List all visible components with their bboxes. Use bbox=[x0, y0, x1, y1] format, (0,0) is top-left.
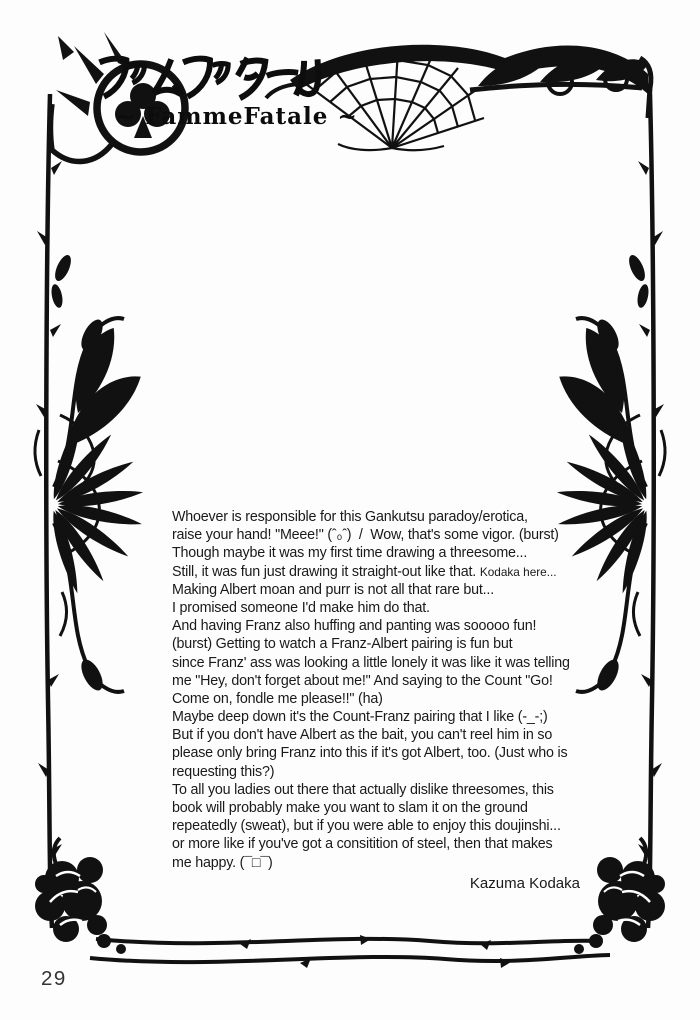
text-line: But if you don't have Albert as the bait, you can't reel him in so bbox=[172, 727, 553, 744]
text-line: To all you ladies out there that actually dislike threesomes, this bbox=[172, 781, 554, 798]
text-line: Though maybe it was my first time drawing a threesome... bbox=[172, 545, 528, 562]
text-line: (burst) Getting to watch a Franz-Albert pairing is fun but bbox=[172, 636, 513, 653]
text-line bbox=[172, 563, 570, 581]
text-line: me "Hey, don't forget about me!" And saying to the Count "Go! bbox=[172, 672, 553, 689]
text-line: please only bring Franz into this if it's got Albert, too. (Just who is bbox=[172, 745, 568, 762]
text-line: since Franz' ass was looking a little lonely it was like it was telling bbox=[172, 654, 570, 671]
text-line: repeatedly (sweat), but if you were able to enjoy this doujinshi... bbox=[172, 818, 561, 835]
text-line: Come on, fondle me please!!" (ha) bbox=[172, 690, 383, 707]
text-line: book will probably make you want to slam it on the ground bbox=[172, 800, 528, 816]
page-number: 29 bbox=[41, 967, 67, 990]
kodaka-note: Kodaka here... bbox=[479, 564, 557, 579]
title-katakana bbox=[98, 46, 322, 110]
text-line-main: Still, it was fun just drawing it straight-out like that. bbox=[172, 563, 480, 580]
bottom-thorn-line bbox=[90, 935, 610, 968]
author-signature: Kazuma Kodaka bbox=[469, 875, 580, 892]
text-line: And having Franz also huffing and panting was sooooo fun! bbox=[172, 618, 537, 635]
text-line: I promised someone I'd make him do that. bbox=[172, 599, 430, 616]
floral-motif-left-icon bbox=[48, 316, 154, 694]
text-line: Whoever is responsible for this Gankutsu paradoy/erotica, bbox=[172, 509, 528, 525]
text-line: Making Albert moan and purr is not all that rare but... bbox=[172, 581, 494, 598]
text-line: Maybe deep down it's the Count-Franz pairing that I like (-_-;) bbox=[172, 709, 548, 726]
afterword-text bbox=[172, 508, 570, 872]
text-line: requesting this?) bbox=[172, 763, 275, 780]
title-romaji: ~ FammeFatale ~ bbox=[116, 103, 358, 130]
text-line: or more like if you've got a consitition of steel, then that makes bbox=[172, 836, 553, 853]
text-line: me happy. (¯□¯) bbox=[172, 854, 273, 871]
text-line: raise your hand! "Meee!" (ˆ₀ˆ) / Wow, that's some vigor. (burst) bbox=[172, 527, 559, 544]
